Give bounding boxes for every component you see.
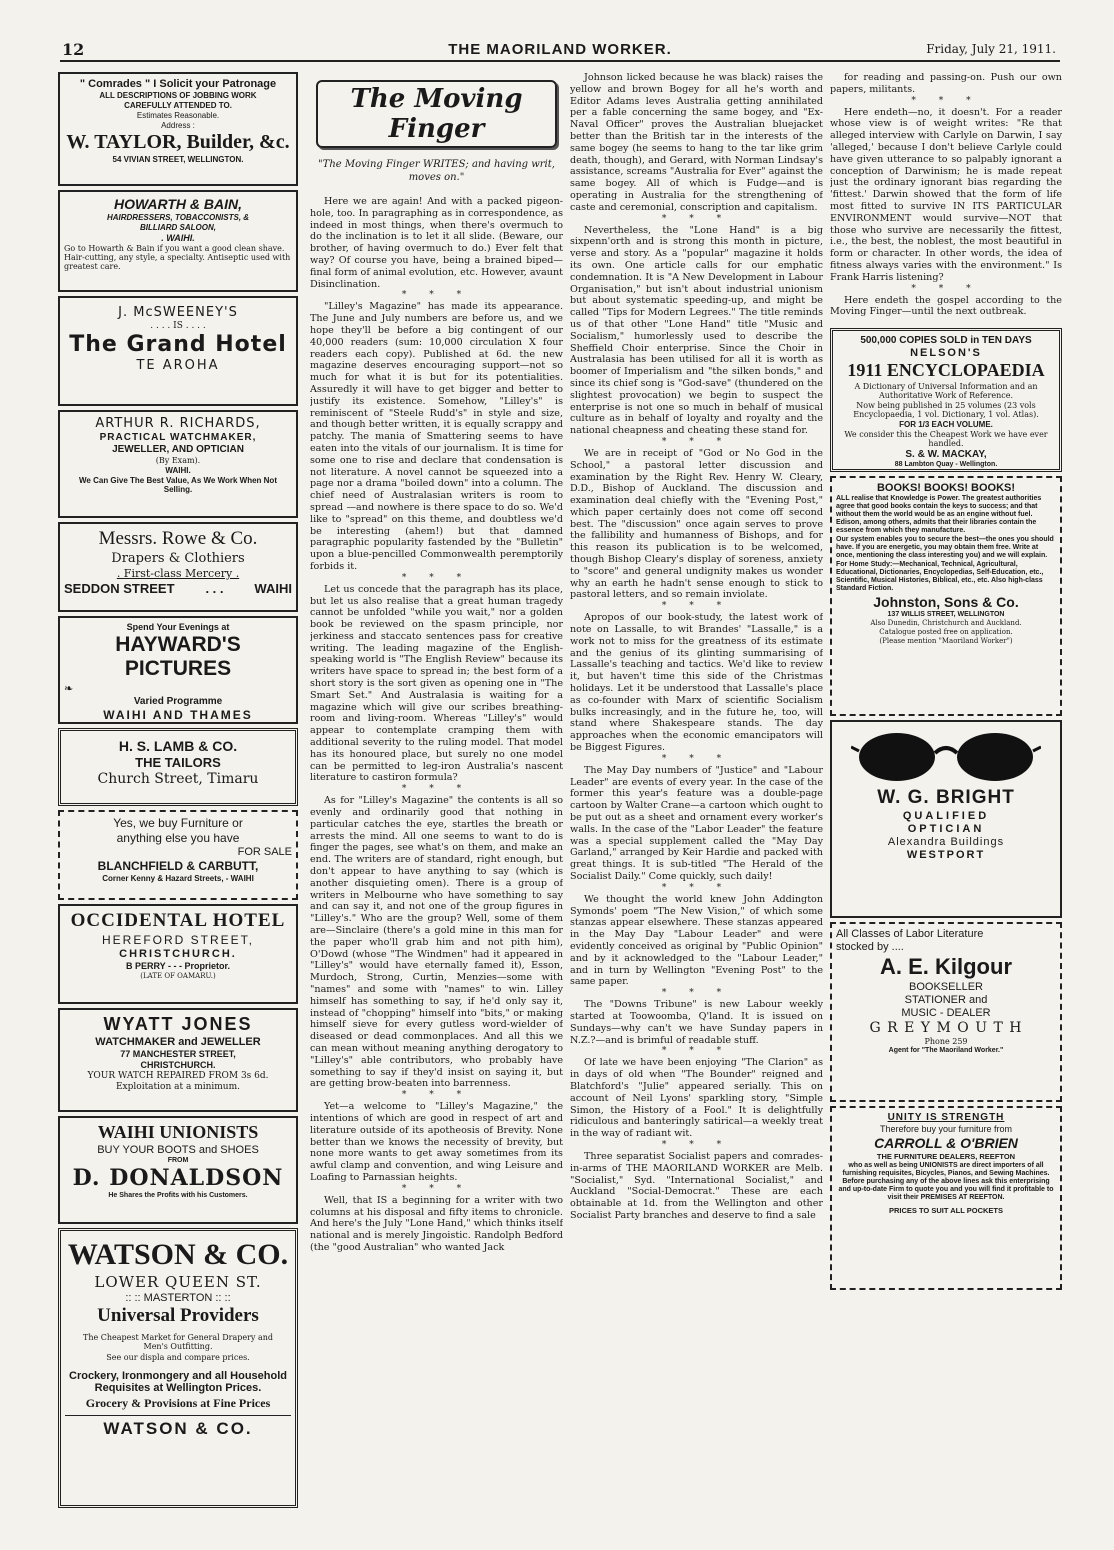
article-paragraph: The May Day numbers of "Justice" and "Labour Leader" are events of every year. In the case of the former this year's feature was a double-page cartoon by Walter Crane—a cartoon which ought to be put out as a sheet and ornament every worker's walls. In the case of the "Labor Leader" the feature was a special supplement called the "May Day Garland," arranged by Keir Hardie and packed with great things. It is sub-titled "The Herald of the Socialist Daily." Come quickly, such daily! — [570, 764, 823, 882]
section-divider: * * * — [661, 882, 732, 893]
page-number: 12 — [62, 40, 85, 59]
ad-occidental-name: OCCIDENTAL HOTEL — [70, 910, 286, 931]
ad-wyatt-line2: 77 MANCHESTER STREET, — [120, 1049, 236, 1059]
section-divider: * * * — [661, 601, 732, 612]
article-paragraph: Apropos of our book-study, the latest work of note on Lassalle, to wit Brandes' "Lassalle," is a work not to miss for the greatness of its estimate and the genius of its glinting summarising of Lassalle's teaching and tactics. We'd like to review it, but haven't time this side of the Christmas holidays. Let it be understood that Lassalle's place as co-founder with Marx of scientific Socialism bulks increasingly, and in the future he, too, will stand where Shakespeare stands. The day approaches when the economic emancipators will be Biggest Figures. — [570, 612, 823, 754]
article-paragraph: Of late we have been enjoying "The Clarion" as in days of old when "The Bounder" reigned and Blatchford's "Julie" appeared serially. This on account of Neil Lyons' sparkling story, "Simple Simon, the History of a Fool." It is delightfully ridiculous and banteringly satirical—a weekly treat in the way of radiant wit. — [570, 1057, 823, 1140]
ad-carroll-name: CARROLL & O'BRIEN — [874, 1135, 1018, 1152]
section-divider: * * * — [661, 1139, 732, 1150]
ad-taylor-line1: " Comrades " I Solicit your Patronage — [79, 78, 277, 90]
ad-kilgour — [830, 922, 1062, 1102]
article-paragraph: for reading and passing-on. Push our own papers, militants. — [830, 72, 1062, 95]
ad-carroll-line2: Therefore buy your furniture from — [879, 1124, 1013, 1135]
ad-kilgour-line5: MUSIC - DEALER — [901, 1007, 991, 1020]
article-paragraph: Here we are again! And with a packed pigeon-hole, too. In paragraphing as in correspondence, as indeed in most things, when there's overmuch to do the inclination is to let it all slide. (Beware, our brother, of having overmuch to do.) Ever felt that way? Of course you have, being a brained biped—final form of animal evolution, etc. However, avaunt Disinclination. — [310, 196, 563, 290]
issue-date: Friday, July 21, 1911. — [926, 42, 1056, 56]
ad-rowe-line1: Drapers & Clothiers — [111, 551, 245, 566]
ad-rowe-dots: . . . — [205, 581, 224, 596]
ad-grand-place: TE AROHA — [136, 358, 220, 373]
ad-taylor-line2: ALL DESCRIPTIONS OF JOBBING WORK — [99, 91, 257, 100]
article-paragraph: We thought the world knew John Addington Symonds' poem "The New Vision," of which some stanzas appear elsewhere. These stanzas appeared in the May Day "Labour Leader" and were evidently conceived as original by "Public Opinion" and by it acknowledged to the "Labour Leader," and in turn by Wellington "Evening Post" to the same paper. — [570, 893, 823, 988]
ad-hayward-name: HAYWARD'S PICTURES — [115, 633, 241, 680]
ad-howarth-name: HOWARTH & BAIN, — [113, 196, 243, 212]
section-divider: * * * — [401, 572, 472, 583]
ad-occidental-line2: CHRISTCHURCH. — [119, 948, 237, 960]
ad-lamb-line1: THE TAILORS — [135, 755, 221, 770]
ad-nelson-line5: FOR 1/3 EACH VOLUME. — [899, 420, 993, 430]
article-paragraph: Well, that IS a beginning for a writer with two columns at his disposal and fifty items to chronicle. And here's the July "Lone Hand," which thinks itself national and is merely Jingoistic. Randolph Bedford (the "good Australian" who wanted Jack — [310, 1194, 563, 1253]
ad-richards-line1: PRACTICAL WATCHMAKER, — [99, 432, 257, 443]
right-column — [830, 72, 1062, 1542]
article-body-1 — [310, 196, 563, 1254]
ad-nelson-line7: S. & W. MACKAY, — [905, 449, 987, 461]
ad-occidental-line1: HEREFORD STREET, — [101, 933, 254, 947]
ad-books-line4: (Please mention "Maoriland Worker") — [879, 637, 1013, 646]
ad-grand-hotel — [58, 296, 298, 406]
ad-books-line3: Catalogue posted free on application. — [879, 628, 1013, 637]
ad-taylor-line5: Address : — [161, 121, 195, 130]
ad-lamb-name: H. S. LAMB & CO. — [118, 738, 238, 754]
ad-nelson-name: 1911 ENCYCLOPAEDIA — [847, 360, 1045, 381]
ad-blanchfield-line4: Corner Kenny & Hazard Streets, - WAIHI — [102, 874, 254, 883]
article-lead: "The Moving Finger WRITES; and having writ, moves on." — [318, 159, 555, 183]
ad-wyatt-line3: CHRISTCHURCH. — [140, 1060, 216, 1070]
ad-donaldson-line2: BUY YOUR BOOTS and SHOES — [97, 1144, 259, 1156]
ad-richards-name: ARTHUR R. RICHARDS, — [95, 416, 261, 431]
ad-hayward-line1: Spend Your Evenings at — [126, 622, 230, 632]
ad-hayward — [58, 616, 298, 724]
article-body-2 — [570, 72, 823, 1222]
ad-occidental-line4: (LATE OF OAMARU.) — [140, 972, 216, 980]
ad-books-heading: BOOKS! BOOKS! BOOKS! — [876, 482, 1016, 495]
ad-hayward-line2: Varied Programme — [133, 696, 223, 707]
spectacles-icon — [851, 729, 1041, 785]
ad-books-p1: ALL realise that Knowledge is Power. The greatest authorities agree that good books contain the keys to success; and that without them the world would be as an engine without fuel. Edison, among others, admits that their libraries contain the essence from which they manufacture. — [836, 495, 1042, 535]
ad-donaldson-name: D. DONALDSON — [72, 1165, 284, 1191]
ad-carroll-line1: UNITY IS STRENGTH — [887, 1112, 1005, 1124]
article-paragraph: Yet—a welcome to "Lilley's Magazine," the intentions of which are good in respect of art and literature outside of its apotheosis of Brevity. None better than we knows the necessity of brevity, but none more wants to get away sometimes from its awful clamp and convention, and wing Leisure and Loafing to Parnassian heights. — [310, 1101, 563, 1183]
section-divider: * * * — [911, 95, 981, 106]
ad-wyatt — [58, 1008, 298, 1112]
ad-grand-line2: . . . . IS . . . . — [150, 321, 206, 331]
article-paragraph: Johnson licked because he was black) raises the yellow and brown Bogey for all he's worth and Editor Adams leves Australia getting annihilated per a fable concerning the same bogey, and "Ex-Naval Officer" proves the Australian bluejacket better than the British tar in the interests of the same bogey (he seems to hang to the tar like grim death, though), and Gerard, with Norman Lindsay's assistance, screams "Australia for Ever" against the same bogey. All of which is Fudge—and is operating in Australia for the strengthening of caste and ceremonial, conscription and capitalism. — [570, 72, 823, 213]
masthead — [60, 38, 1060, 62]
ad-blanchfield-name: BLANCHFIELD & CARBUTT, — [97, 859, 259, 873]
ad-books-p3: For Home Study:—Mechanical, Technical, Agricultural, Educational, Dictionaries, Encyclopedias, Self-Education, etc., Scientific, Musical Histories, Biblical, etc., etc. Also high-class Standard Fiction. — [836, 561, 1044, 593]
ad-lamb-line2: Church Street, Timaru — [97, 771, 259, 787]
ad-richards-line5: We Can Give The Best Value, As We Work When Not Selling. — [79, 476, 277, 494]
newspaper-title: THE MAORILAND WORKER. — [448, 41, 672, 58]
ad-howarth-line1: HAIRDRESSERS, TOBACCONISTS, & — [106, 213, 250, 222]
section-divider: * * * — [401, 784, 472, 795]
ad-kilgour-line8: Agent for "The Maoriland Worker." — [888, 1047, 1004, 1055]
ad-watson-line2: :: :: MASTERTON :: :: — [125, 1292, 231, 1304]
ad-books-line1: 137 WILLIS STREET, WELLINGTON — [887, 611, 1005, 619]
ad-nelson-line1: 500,000 COPIES SOLD in TEN DAYS — [860, 335, 1032, 347]
section-divider: * * * — [401, 1183, 472, 1194]
ad-books — [830, 476, 1062, 716]
article-column-2 — [570, 72, 823, 1542]
ad-richards-line3: (By Exam). — [155, 456, 201, 465]
ad-blanchfield-line3: FOR SALE — [237, 846, 292, 858]
ad-blanchfield — [58, 810, 298, 900]
ad-kilgour-line2: stocked by .... — [836, 941, 904, 954]
ad-blanchfield-line2: anything else you have — [116, 831, 240, 845]
ad-carroll-body: who as well as being UNIONISTS are direct importers of all furnishing requisites, Bicycles, Pianos, and Sewing Machines. Before purchasing any of the above lines ask this enterprising and up-to-date Firm to quote you and you will find it profitable to visit their PREMISES AT REEFTON. — [838, 1162, 1054, 1202]
ad-nelson-line3: A Dictionary of Universal Information and an Authoritative Work of Reference. — [854, 382, 1038, 401]
ad-taylor-line3: CAREFULLY ATTENDED TO. — [124, 101, 232, 110]
ad-donaldson-line1: WAIHI UNIONISTS — [97, 1122, 259, 1142]
section-divider: * * * — [401, 1090, 472, 1101]
ad-bright-line1: QUALIFIED — [902, 810, 990, 823]
ad-books-line2: Also Dunedin, Christchurch and Auckland. — [870, 619, 1022, 628]
article-paragraph: Let us concede that the paragraph has its place, but let us also realise that a great human tragedy cannot be unfolded "while you wait," nor a golden book be reviewed on the spasm principle, nor jerkiness and staccato sentences pass for creative writing. The leading magazine of the English-speaking world is "The English Review" because its writers have space to spread in; the best form of a short story is the sort given as opening one in "The Smart Set." And Australasia is waiting for a magazine which will give our scribes breathing-room and living-room. Whereas "Lilley's" would appear to contemplate cramping them with additional severity to the ruling model. That model has its honoured place, but surely no one model can be permitted to leg-iron Australia's nascent literature to castiron formula? — [310, 583, 563, 784]
ad-watson-line7: Grocery & Provisions at Fine Prices — [85, 1396, 271, 1410]
ad-rowe — [58, 522, 298, 612]
ad-books-p2: Our system enables you to secure the best—the ones you should have. If you are energetic, you may obtain them free. Write at once, mentioning the class interesting you) and we will explain. — [836, 536, 1054, 560]
ad-kilgour-line3: BOOKSELLER — [909, 981, 983, 994]
ad-rowe-town: WAIHI — [254, 581, 292, 596]
ad-watson-line4: The Cheapest Market for General Drapery and Men's Outfitting. — [82, 1333, 274, 1351]
ad-bright-name: W. G. BRIGHT — [877, 787, 1015, 809]
ad-kilgour-line7: Phone 259 — [924, 1037, 968, 1047]
ad-occidental-line3: B PERRY - - - Proprietor. — [125, 961, 230, 971]
ad-kilgour-line1: All Classes of Labor Literature — [836, 928, 984, 941]
ad-watson — [58, 1228, 298, 1508]
ad-donaldson-line3: FROM — [167, 1157, 189, 1164]
ad-bright-line4: WESTPORT — [906, 849, 986, 862]
article-heading: The Moving Finger — [316, 80, 557, 148]
ad-howarth-line3: . WAIHI. — [161, 233, 195, 243]
ad-wyatt-name: WYATT JONES — [103, 1014, 253, 1034]
section-divider: * * * — [661, 1046, 732, 1057]
ad-richards-line4: WAIHI. — [165, 466, 191, 475]
ad-taylor — [58, 72, 298, 186]
ad-nelson-line8: 88 Lambton Quay - Wellington. — [894, 461, 998, 469]
article-paragraph: Three separatist Socialist papers and comrades-in-arms of THE MAORILAND WORKER are Melb. "Socialist," Syd. "International Socialist," and Auckland "Social-Democrat." These are each obtainable at 1d. from the Wellington and other Socialist Party branches and deserve to find a sale — [570, 1150, 823, 1221]
ad-wyatt-line1: WATCHMAKER and JEWELLER — [95, 1036, 261, 1048]
ad-donaldson — [58, 1116, 298, 1224]
ad-bright-line2: OPTICIAN — [907, 823, 985, 836]
ad-grand-name: The Grand Hotel — [69, 332, 287, 357]
article-paragraph: As for "Lilley's Magazine" the contents is all so evenly and ordinarily good that nothing in particular catches the eye, startles the breath or arrests the mind. All one seems to want to do is finger the pages, see what's on them, and make an end. The writers are of standard, right enough, but don't appear to have anything to say (which is another disquieting omen). There is a group of writers in Melbourne who have something to say and can say it, and not one of the group figures in "Lilley's." Who are the group? Well, some of them are—Sinclaire (there's a gold mine in this man for the paper who'll grab him and not pith him), O'Dowd (whose "The Windmen" had it appeared in "Lilley's" would have eternally famed it), Esson, Murdoch, Strong, Curtin, Menzies—some with "names" and some with "names" to win. Lilley himself has something to say, if he'd only say it, instead of "chopping" himself into "bits," or making himself sieve for every gutless word-wielder of diseased or dead commonplaces. And all this we can mean without meaning anything derogatory to "Lilley's" able contributors, who probably have something to say if they'd insist on saying it, but are getting brow-beaten into barrenness. — [310, 795, 563, 1090]
ad-bright — [830, 720, 1062, 918]
section-divider: * * * — [401, 290, 472, 301]
ad-bright-line3: Alexandra Buildings — [887, 836, 1005, 849]
ad-taylor-line4: Estimates Reasonable. — [136, 111, 220, 120]
article-paragraph: The "Downs Tribune" is new Labour weekly started at Toowoomba, Q'land. It is issued on Sundays—why can't we have Sunday papers in N.Z.?—and is brimful of readable stuff. — [570, 999, 823, 1046]
section-divider: * * * — [661, 436, 732, 447]
ad-carroll — [830, 1106, 1062, 1290]
article-paragraph: Here endeth the gospel according to the Moving Finger—until the next outbreak. — [830, 294, 1062, 318]
article-paragraph: Nevertheless, the "Lone Hand" is a big sixpenn'orth and is strong this month in picture, verse and story. As a "popular" magazine it holds its own. One article calls for our emphatic condemnation. It is "A New Development in Labour Organisation," but isn't about industrial unionism but about systematic speeding-up, and might be called "Tips for Modern Legrees." The title reminds us of that other "Lone Hand" title "Music and Socialism," humorlessly used to describe the Sheffield Choir enterprise. Since the Choir in Australasia has been utilised for all it is worth as boomer of Imperialism and "the silken bonds," and since its chief song is "God-save" (thundered on the slightest provocation) we begin to suspect the enterprise is not one so much in behalf of musical culture as in behalf of loyalty and royalty and the national cheapness and cheating these stand for. — [570, 224, 823, 437]
ornament-icon: ❧ — [64, 682, 74, 695]
ad-nelson-line2: NELSON'S — [910, 347, 982, 360]
ad-rowe-line3 — [64, 581, 292, 596]
ad-rowe-name: Messrs. Rowe & Co. — [98, 528, 258, 549]
ad-watson-line1: LOWER QUEEN ST. — [94, 1273, 262, 1291]
article-paragraph: Here endeth—no, it doesn't. For a reader whose view is of weight writes: "Re that alleged interview with Carlyle on Darwin, I say 'alleged,' because I don't believe Carlyle could have given utterance to so palpably ignorant a conception of Darwinism; he is made repeat just the ordinary ignorant bias regarding the 'fittest.' Darwin showed that the form of life most fitted to survive IN ITS PARTICULAR ENVIRONMENT would survive—NOT that those who survive are necessarily the fittest, i.e., the best, the noblest, the most beautiful in form or character. In other words, the idea of fitness always varies with the environment." Is Frank Harris listening? — [830, 106, 1062, 283]
ad-wyatt-line4: YOUR WATCH REPAIRED FROM 3s 6d. — [87, 1071, 269, 1081]
ad-howarth-body: Go to Howarth & Bain if you want a good clean shave. Hair-cutting, any style, a specialty. Antiseptic used with greatest care. — [64, 244, 291, 271]
ad-nelson-line4: Now being published in 25 volumes (23 vols Encyclopaedia, 1 vol. Dictionary, 1 vol. Atlas). — [853, 401, 1039, 420]
ad-rowe-street: SEDDON STREET — [64, 581, 175, 596]
ad-carroll-line4: PRICES TO SUIT ALL POCKETS — [888, 1206, 1004, 1216]
article-paragraph: We are in receipt of "God or No God in the School," a pastoral letter discussion and examination by the Right Rev. Henry W. Cleary, D.D., Bishop of Auckland. The discussion and examination deal chiefly with the "Evening Post," which paper certainly does not come off second best. The "discussion" once again serves to prove the fallibility and humanness of Bishops, and for this reason its publication is to be welcomed, though Bishop Cleary's display of soreness, anxiety to "score" and general undignity makes us wonder why an earth he hadn't sense enough to stick to pastoral letters, and so remain inviolate. — [570, 447, 823, 601]
ad-taylor-name: W. TAYLOR, Builder, &c. — [66, 131, 290, 153]
article-paragraph: "Lilley's Magazine" has made its appearance. The June and July numbers are before us, and we hope they'll be before a big contingent of our 40,000 readers (sum: 10,000 circulation X four readers each copy). Published at 6d. the new magazine deserves encouraging support—not so much for what it is but for its potentialities. Assuredly it will have to get bigger and better to justify its existence. Somehow, "Lilley's" is reminiscent of "Steele Rudd's" in style and size, and though better written, it is equally scrappy and patchy. The mania of Smattering seems to have eaten into the vitals of our journalism. It is time for some one to rise and declare that condensation is not literature. A novel cannot be squeezed into a page nor a drama "boiled down" into a column. The chief need of Australasian writers is room to spread —and nowhere is there space to do so. We'd like to "spread" on this theme, and doubtless we'd be interesting (ahem!) but that damned paragraphic popularity fastended by the "Bulletin" upon a blue-pencilled Commonwealth peremptorily forbids it. — [310, 301, 563, 572]
ad-carroll-line3: THE FURNITURE DEALERS, REEFTON — [876, 1152, 1016, 1162]
ad-rowe-line2: . First-class Mercery . — [116, 567, 240, 580]
ad-hayward-line3: WAIHI AND THAMES — [103, 708, 253, 722]
ad-howarth — [58, 190, 298, 292]
ad-watson-line6: Crockery, Ironmongery and all Household Requisites at Wellington Prices. — [69, 1370, 288, 1394]
section-divider: * * * — [661, 213, 732, 224]
ad-donaldson-line4: He Shares the Profits with his Customers. — [108, 1192, 248, 1199]
article-body-3 — [830, 72, 1062, 318]
ad-blanchfield-line1: Yes, we buy Furniture or — [113, 816, 243, 830]
article-column-1 — [310, 72, 563, 1542]
ad-nelson-line6: We consider this the Cheapest Work we have ever handled. — [844, 430, 1048, 449]
left-ad-column — [58, 72, 298, 1512]
ad-watson-line5: See our displa and compare prices. — [106, 1353, 250, 1362]
ad-watson-line8: WATSON & CO. — [65, 1415, 291, 1439]
ad-richards — [58, 410, 298, 518]
ad-watson-line3: Universal Providers — [97, 1305, 259, 1326]
ad-kilgour-name: A. E. Kilgour — [880, 954, 1012, 980]
section-divider: * * * — [661, 753, 732, 764]
ad-richards-line2: JEWELLER, AND OPTICIAN — [112, 444, 244, 455]
section-divider: * * * — [661, 988, 732, 999]
ad-howarth-line2: BILLIARD SALOON, — [140, 223, 216, 232]
ad-wyatt-line5: Exploitation at a minimum. — [115, 1082, 241, 1092]
ad-occidental — [58, 904, 298, 1004]
ad-lamb — [58, 728, 298, 806]
ad-kilgour-line6: G R E Y M O U T H — [869, 1020, 1023, 1037]
ad-grand-line1: J. McSWEENEY'S — [118, 305, 238, 320]
ad-kilgour-line4: STATIONER and — [904, 994, 988, 1007]
ad-taylor-address: 54 VIVIAN STREET, WELLINGTON. — [112, 155, 244, 164]
section-divider: * * * — [911, 283, 981, 294]
ad-watson-name: WATSON & CO. — [67, 1238, 289, 1271]
ad-nelson — [830, 328, 1062, 472]
ad-books-name: Johnston, Sons & Co. — [873, 594, 1019, 611]
